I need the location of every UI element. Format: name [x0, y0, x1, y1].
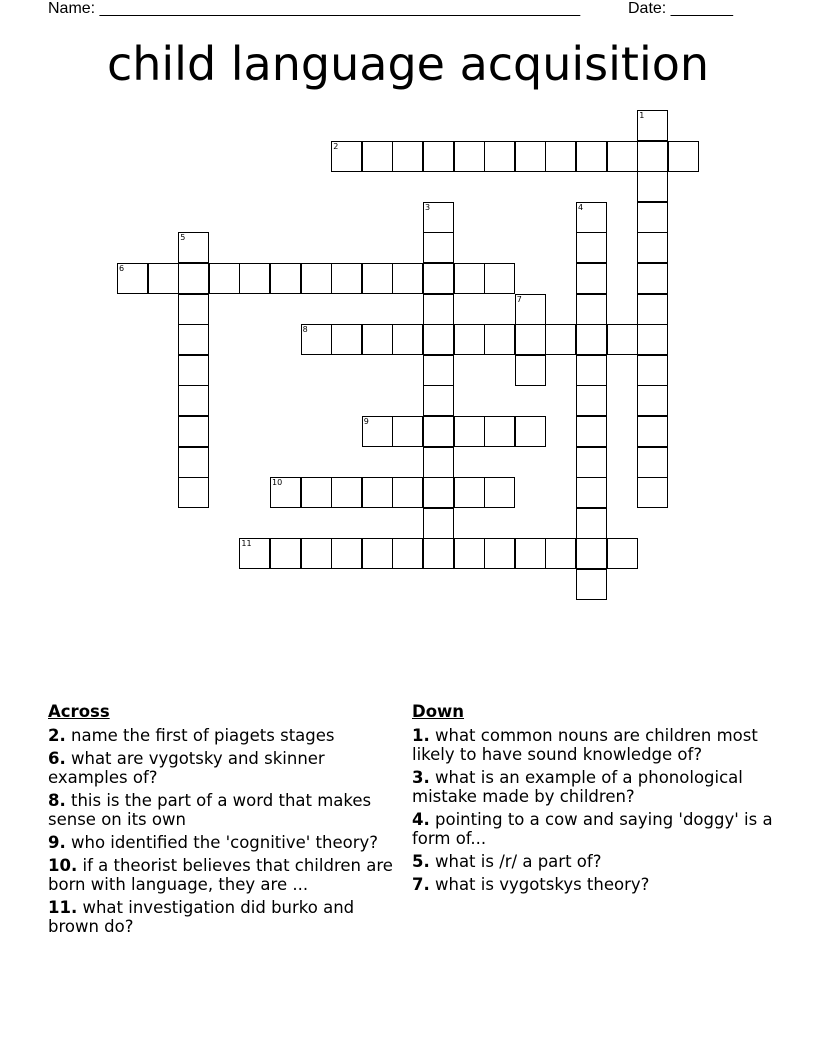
grid-cell[interactable] [637, 263, 668, 294]
clue-text: this is the part of a word that makes sense on its own [48, 791, 372, 829]
grid-cell[interactable] [454, 477, 485, 508]
across-clue [48, 791, 398, 829]
name-field[interactable]: Name: ______________________________________________________ [48, 0, 581, 17]
grid-cell[interactable] [178, 355, 209, 386]
grid-cell[interactable] [515, 294, 546, 325]
grid-cell[interactable] [637, 232, 668, 263]
grid-cell[interactable] [362, 263, 393, 294]
grid-cell[interactable] [576, 141, 607, 172]
grid-cell[interactable] [637, 110, 668, 141]
clue-text: what is an example of a phonological mistake made by children? [412, 768, 743, 806]
clue-number: 4 [578, 202, 584, 212]
across-clue [48, 898, 398, 936]
grid-cell[interactable] [362, 141, 393, 172]
grid-cell[interactable] [392, 538, 423, 569]
grid-cell[interactable] [362, 477, 393, 508]
clue-num: 4. [412, 810, 430, 829]
grid-cell[interactable] [454, 141, 485, 172]
grid-cell[interactable] [576, 416, 607, 447]
clue-number: 6 [119, 264, 125, 273]
grid-cell[interactable] [270, 477, 301, 508]
grid-cell[interactable] [270, 538, 301, 569]
grid-cell[interactable] [392, 324, 423, 355]
grid-cell[interactable] [637, 171, 668, 202]
grid-cell[interactable] [637, 324, 668, 355]
grid-cell[interactable] [423, 294, 454, 325]
clue-number: 7 [516, 294, 522, 304]
grid-cell[interactable] [392, 477, 423, 508]
clue-num: 8. [48, 791, 66, 810]
clue-text: what is /r/ a part of? [429, 852, 602, 871]
grid-cell[interactable] [117, 263, 148, 294]
clue-number: 3 [425, 202, 431, 212]
grid-cell[interactable] [423, 324, 454, 355]
grid-cell[interactable] [576, 294, 607, 325]
grid-cell[interactable] [454, 324, 485, 355]
grid-cell[interactable] [423, 263, 454, 294]
grid-cell[interactable] [484, 538, 515, 569]
grid-cell[interactable] [576, 385, 607, 416]
page-title: child language acquisition [106, 37, 710, 91]
grid-cell[interactable] [637, 202, 668, 233]
clue-num: 7. [412, 875, 430, 894]
grid-cell[interactable] [637, 355, 668, 386]
grid-cell[interactable] [637, 477, 668, 508]
grid-cell[interactable] [607, 141, 638, 172]
grid-cell[interactable] [423, 447, 454, 478]
down-clue-list [412, 726, 782, 894]
down-heading: Down [412, 702, 465, 721]
grid-cell[interactable] [576, 477, 607, 508]
grid-cell[interactable] [301, 324, 332, 355]
grid-cell[interactable] [576, 355, 607, 386]
grid-cell[interactable] [331, 477, 362, 508]
clue-text: what investigation did burko and brown do? [48, 898, 355, 936]
grid-cell[interactable] [576, 447, 607, 478]
grid-cell[interactable] [515, 141, 546, 172]
clue-number: 2 [333, 141, 339, 151]
grid-cell[interactable] [484, 416, 515, 447]
grid-cell[interactable] [423, 416, 454, 447]
grid-cell[interactable] [607, 324, 638, 355]
date-field[interactable]: Date: _______ [628, 0, 733, 17]
clue-number: 8 [302, 325, 308, 335]
across-clue [48, 856, 398, 894]
grid-cell[interactable] [576, 263, 607, 294]
clue-number: 5 [180, 233, 186, 243]
grid-cell[interactable] [423, 508, 454, 539]
grid-cell[interactable] [515, 416, 546, 447]
clue-number: 11 [241, 539, 252, 549]
across-heading: Across [48, 702, 110, 721]
grid-cell[interactable] [454, 263, 485, 294]
across-clue-list [48, 726, 398, 936]
grid-cell[interactable] [301, 263, 332, 294]
grid-cell[interactable] [392, 141, 423, 172]
grid-cell[interactable] [270, 263, 301, 294]
grid-cell[interactable] [454, 538, 485, 569]
grid-cell[interactable] [178, 416, 209, 447]
grid-cell[interactable] [423, 202, 454, 233]
down-clue [412, 768, 782, 806]
across-clue [48, 833, 398, 852]
clue-num: 9. [48, 833, 66, 852]
grid-cell[interactable] [484, 141, 515, 172]
grid-cell[interactable] [423, 232, 454, 263]
grid-cell[interactable] [148, 263, 179, 294]
grid-cell[interactable] [331, 324, 362, 355]
across-clue [48, 726, 398, 745]
clue-text: what common nouns are children most likely to have sound knowledge of? [412, 726, 758, 764]
clue-num: 1. [412, 726, 430, 745]
grid-cell[interactable] [515, 355, 546, 386]
grid-cell[interactable] [423, 477, 454, 508]
clue-text: what is vygotskys theory? [429, 875, 650, 894]
grid-cell[interactable] [331, 538, 362, 569]
grid-cell[interactable] [576, 232, 607, 263]
grid-cell[interactable] [178, 324, 209, 355]
clue-text: who identified the 'cognitive' theory? [65, 833, 379, 852]
grid-cell[interactable] [576, 569, 607, 600]
grid-cell[interactable] [423, 538, 454, 569]
grid-cell[interactable] [637, 141, 668, 172]
grid-cell[interactable] [576, 202, 607, 233]
grid-cell[interactable] [515, 324, 546, 355]
clue-text: what are vygotsky and skinner examples of? [48, 749, 325, 787]
grid-cell[interactable] [178, 294, 209, 325]
grid-cell[interactable] [331, 263, 362, 294]
grid-cell[interactable] [362, 538, 393, 569]
grid-cell[interactable] [637, 416, 668, 447]
clue-number: 1 [639, 111, 645, 120]
clue-number: 10 [272, 478, 283, 488]
grid-cell[interactable] [392, 263, 423, 294]
grid-cell[interactable] [576, 508, 607, 539]
grid-cell[interactable] [239, 538, 270, 569]
clue-text: pointing to a cow and saying 'doggy' is a form of... [412, 810, 773, 848]
grid-cell[interactable] [484, 477, 515, 508]
grid-cell[interactable] [301, 538, 332, 569]
grid-cell[interactable] [362, 324, 393, 355]
grid-cell[interactable] [637, 385, 668, 416]
grid-cell[interactable] [545, 324, 576, 355]
grid-cell[interactable] [668, 141, 699, 172]
grid-cell[interactable] [178, 263, 209, 294]
grid-cell[interactable] [484, 263, 515, 294]
grid-cell[interactable] [545, 141, 576, 172]
grid-cell[interactable] [637, 447, 668, 478]
clue-num: 10. [48, 856, 78, 875]
grid-cell[interactable] [423, 141, 454, 172]
clue-num: 6. [48, 749, 66, 768]
grid-cell[interactable] [637, 294, 668, 325]
grid-cell[interactable] [484, 324, 515, 355]
grid-cell[interactable] [209, 263, 240, 294]
grid-cell[interactable] [423, 385, 454, 416]
grid-cell[interactable] [576, 538, 607, 569]
grid-cell[interactable] [178, 477, 209, 508]
across-clues [48, 702, 398, 940]
grid-cell[interactable] [239, 263, 270, 294]
clue-num: 11. [48, 898, 78, 917]
grid-cell[interactable] [515, 538, 546, 569]
down-clue [412, 810, 782, 848]
grid-cell[interactable] [607, 538, 638, 569]
grid-cell[interactable] [545, 538, 576, 569]
down-clue [412, 875, 782, 894]
grid-cell[interactable] [362, 416, 393, 447]
clue-num: 2. [48, 726, 66, 745]
grid-cell[interactable] [301, 477, 332, 508]
grid-cell[interactable] [423, 355, 454, 386]
grid-cell[interactable] [331, 141, 362, 172]
grid-cell[interactable] [392, 416, 423, 447]
clue-number: 9 [363, 417, 369, 426]
clue-text: if a theorist believes that children are born with language, they are ... [48, 856, 393, 894]
across-clue [48, 749, 398, 787]
grid-cell[interactable] [178, 385, 209, 416]
down-clues [412, 702, 782, 898]
clue-num: 5. [412, 852, 430, 871]
grid-cell[interactable] [454, 416, 485, 447]
clue-text: name the first of piagets stages [65, 726, 335, 745]
down-clue [412, 852, 782, 871]
clue-num: 3. [412, 768, 430, 787]
down-clue [412, 726, 782, 764]
grid-cell[interactable] [576, 324, 607, 355]
grid-cell[interactable] [178, 447, 209, 478]
grid-cell[interactable] [178, 232, 209, 263]
